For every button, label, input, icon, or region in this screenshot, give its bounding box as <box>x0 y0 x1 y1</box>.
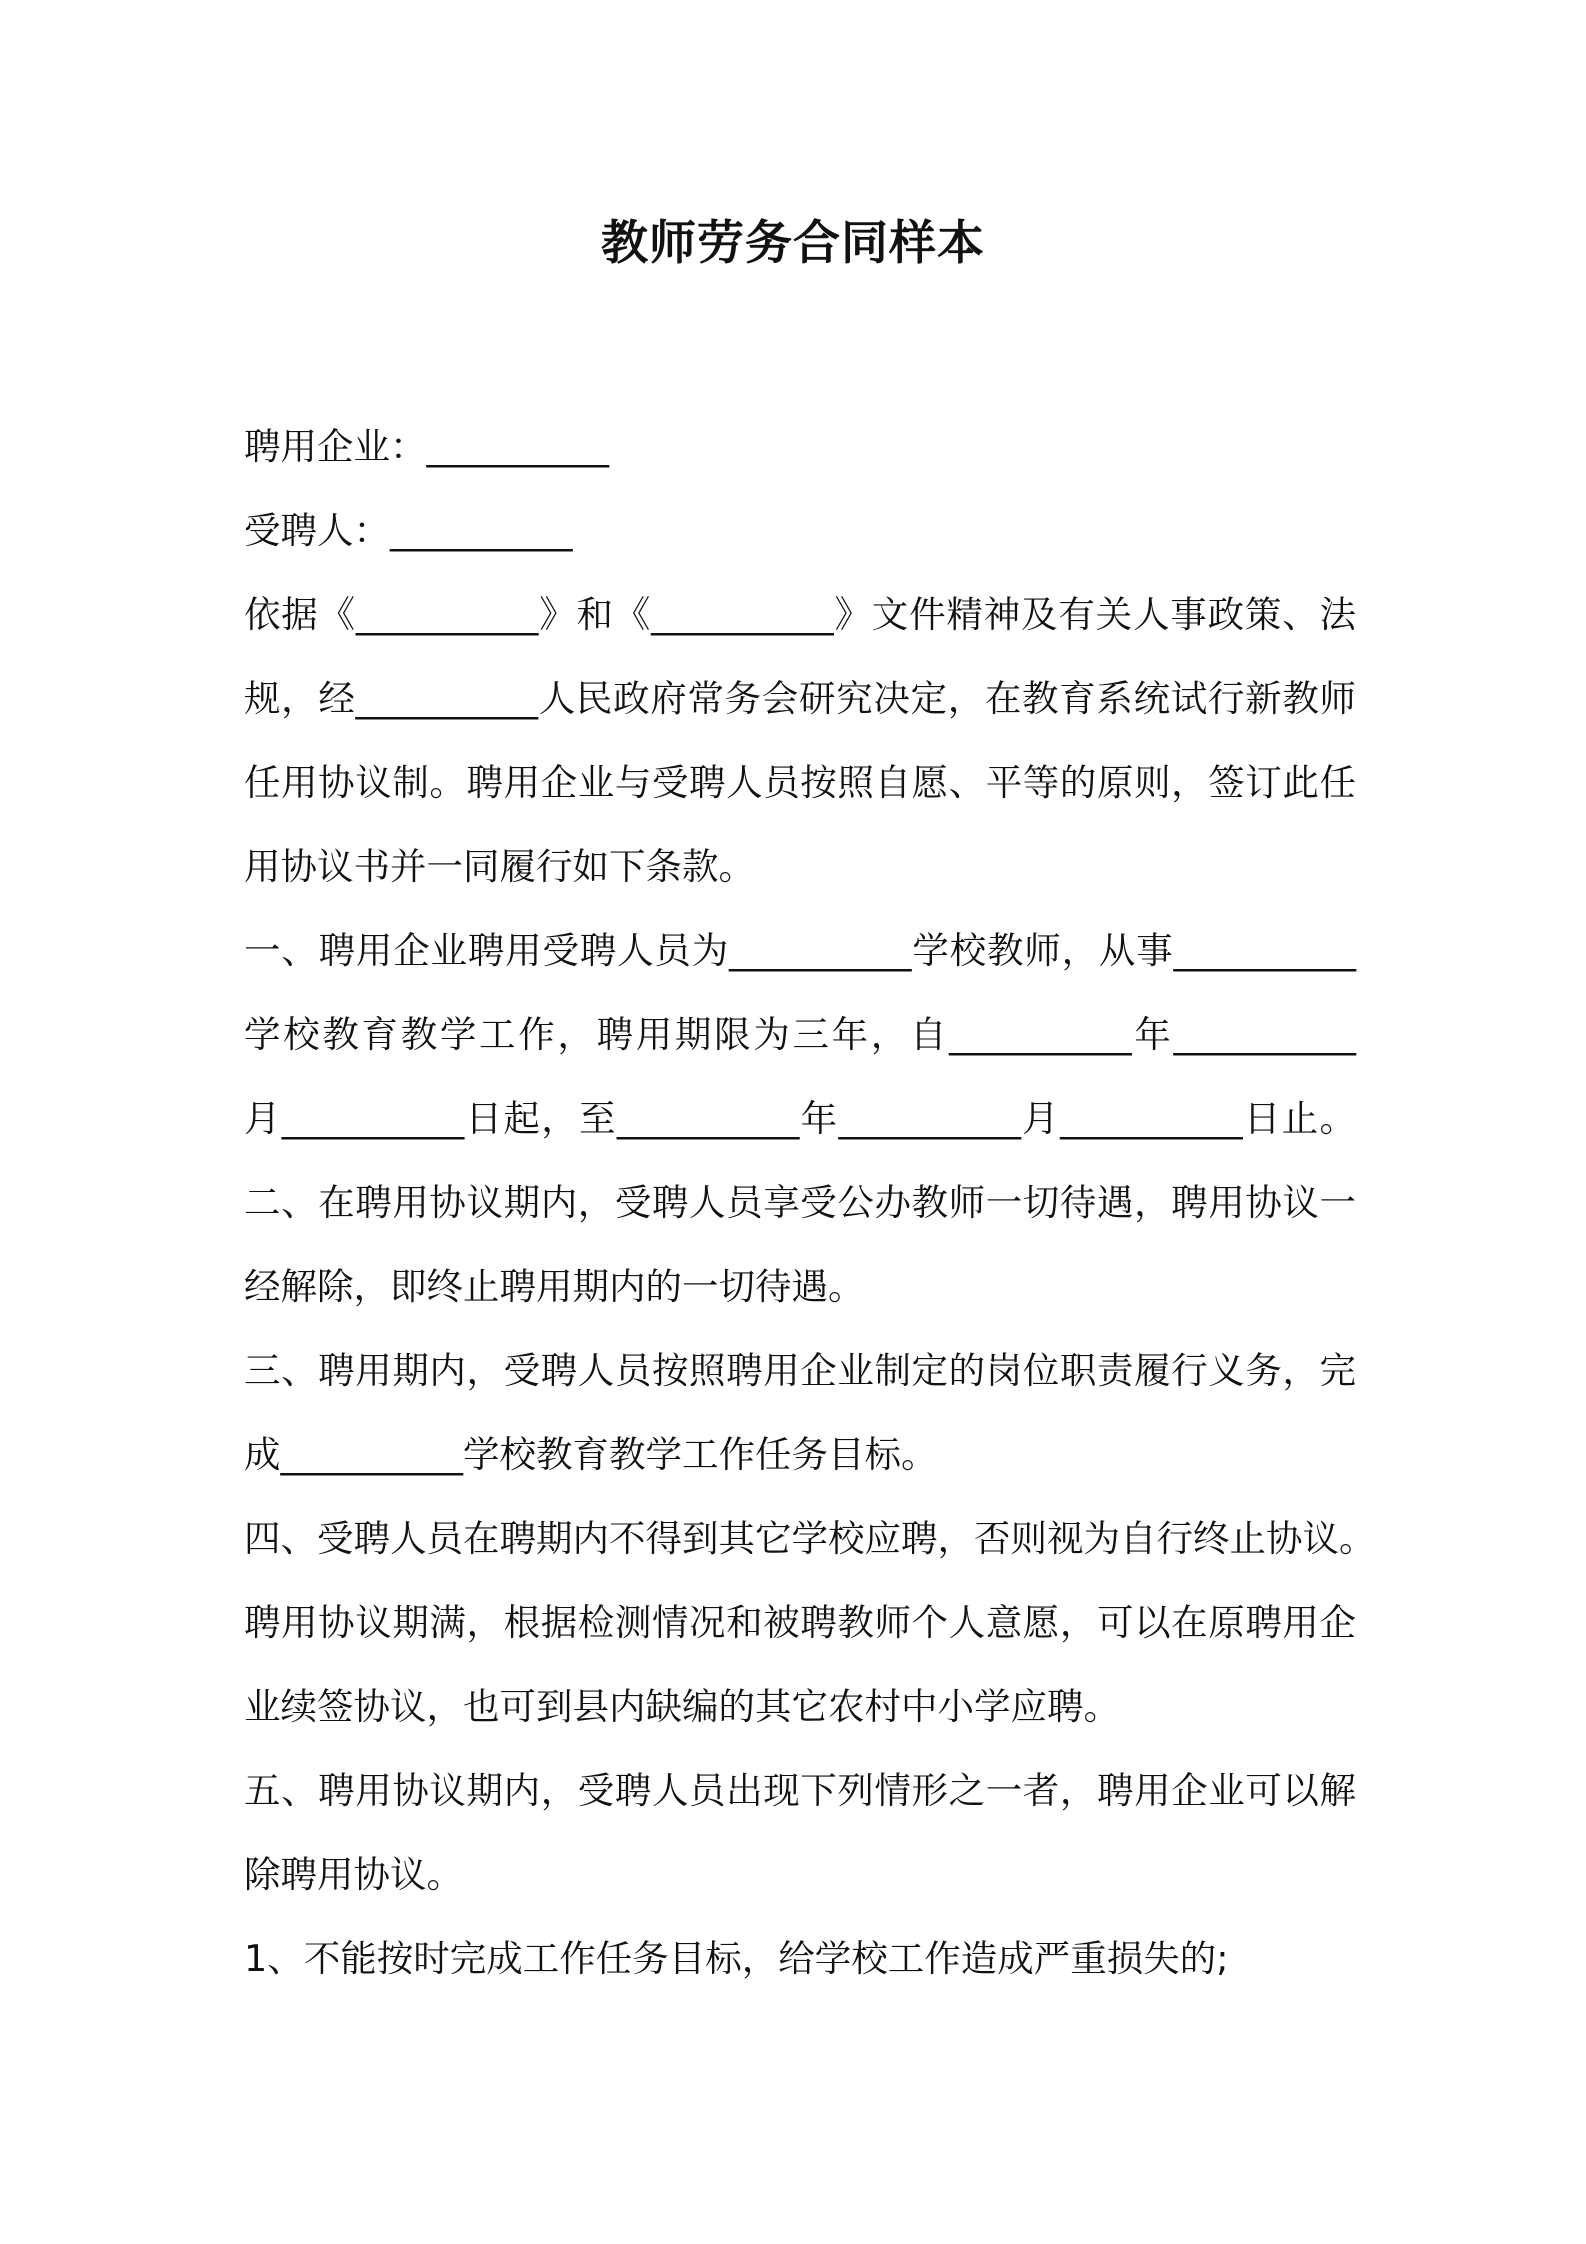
clause-2-line-1: 二、在聘用协议期内，受聘人员享受公办教师一切待遇，聘用协议一 <box>244 1181 1356 1224</box>
clause-5-item-1: 1、不能按时完成工作任务目标，给学校工作造成严重损失的; <box>244 1937 1229 1980</box>
preamble-line-2: 规，经__________人民政府常务会研究决定，在教育系统试行新教师 <box>244 677 1356 720</box>
preamble-line-1: 依据《__________》和《__________》文件精神及有关人事政策、法 <box>244 593 1356 636</box>
clause-3-line-2: 成__________学校教育教学工作任务目标。 <box>244 1433 938 1476</box>
clause-1-line-3: 月__________日起，至__________年__________月__________日止。 <box>244 1097 1356 1140</box>
contract-body <box>244 405 1376 2001</box>
clause-3-line-1: 三、聘用期内，受聘人员按照聘用企业制定的岗位职责履行义务，完 <box>244 1349 1356 1392</box>
clause-4-line-1: 四、受聘人员在聘期内不得到其它学校应聘，否则视为自行终止协议。 <box>244 1517 1376 1560</box>
preamble-line-4: 用协议书并一同履行如下条款。 <box>244 845 755 888</box>
clause-2-line-2: 经解除，即终止聘用期内的一切待遇。 <box>244 1265 865 1308</box>
clause-5-line-1: 五、聘用协议期内，受聘人员出现下列情形之一者，聘用企业可以解 <box>244 1769 1356 1812</box>
clause-1-line-1: 一、聘用企业聘用受聘人员为__________学校教师，从事__________ <box>244 929 1356 972</box>
clause-5-line-2: 除聘用协议。 <box>244 1853 463 1896</box>
document-title: 教师劳务合同样本 <box>601 216 985 271</box>
clause-4-line-3: 业续签协议，也可到县内缺编的其它农村中小学应聘。 <box>244 1685 1120 1728</box>
clause-1-line-2: 学校教育教学工作，聘用期限为三年，自__________年__________ <box>244 1013 1356 1056</box>
employee-line: 受聘人：__________ <box>244 509 573 552</box>
employer-line: 聘用企业：__________ <box>244 425 609 468</box>
clause-4-line-2: 聘用协议期满，根据检测情况和被聘教师个人意愿，可以在原聘用企 <box>244 1601 1356 1644</box>
preamble-line-3: 任用协议制。聘用企业与受聘人员按照自愿、平等的原则，签订此任 <box>244 761 1356 804</box>
